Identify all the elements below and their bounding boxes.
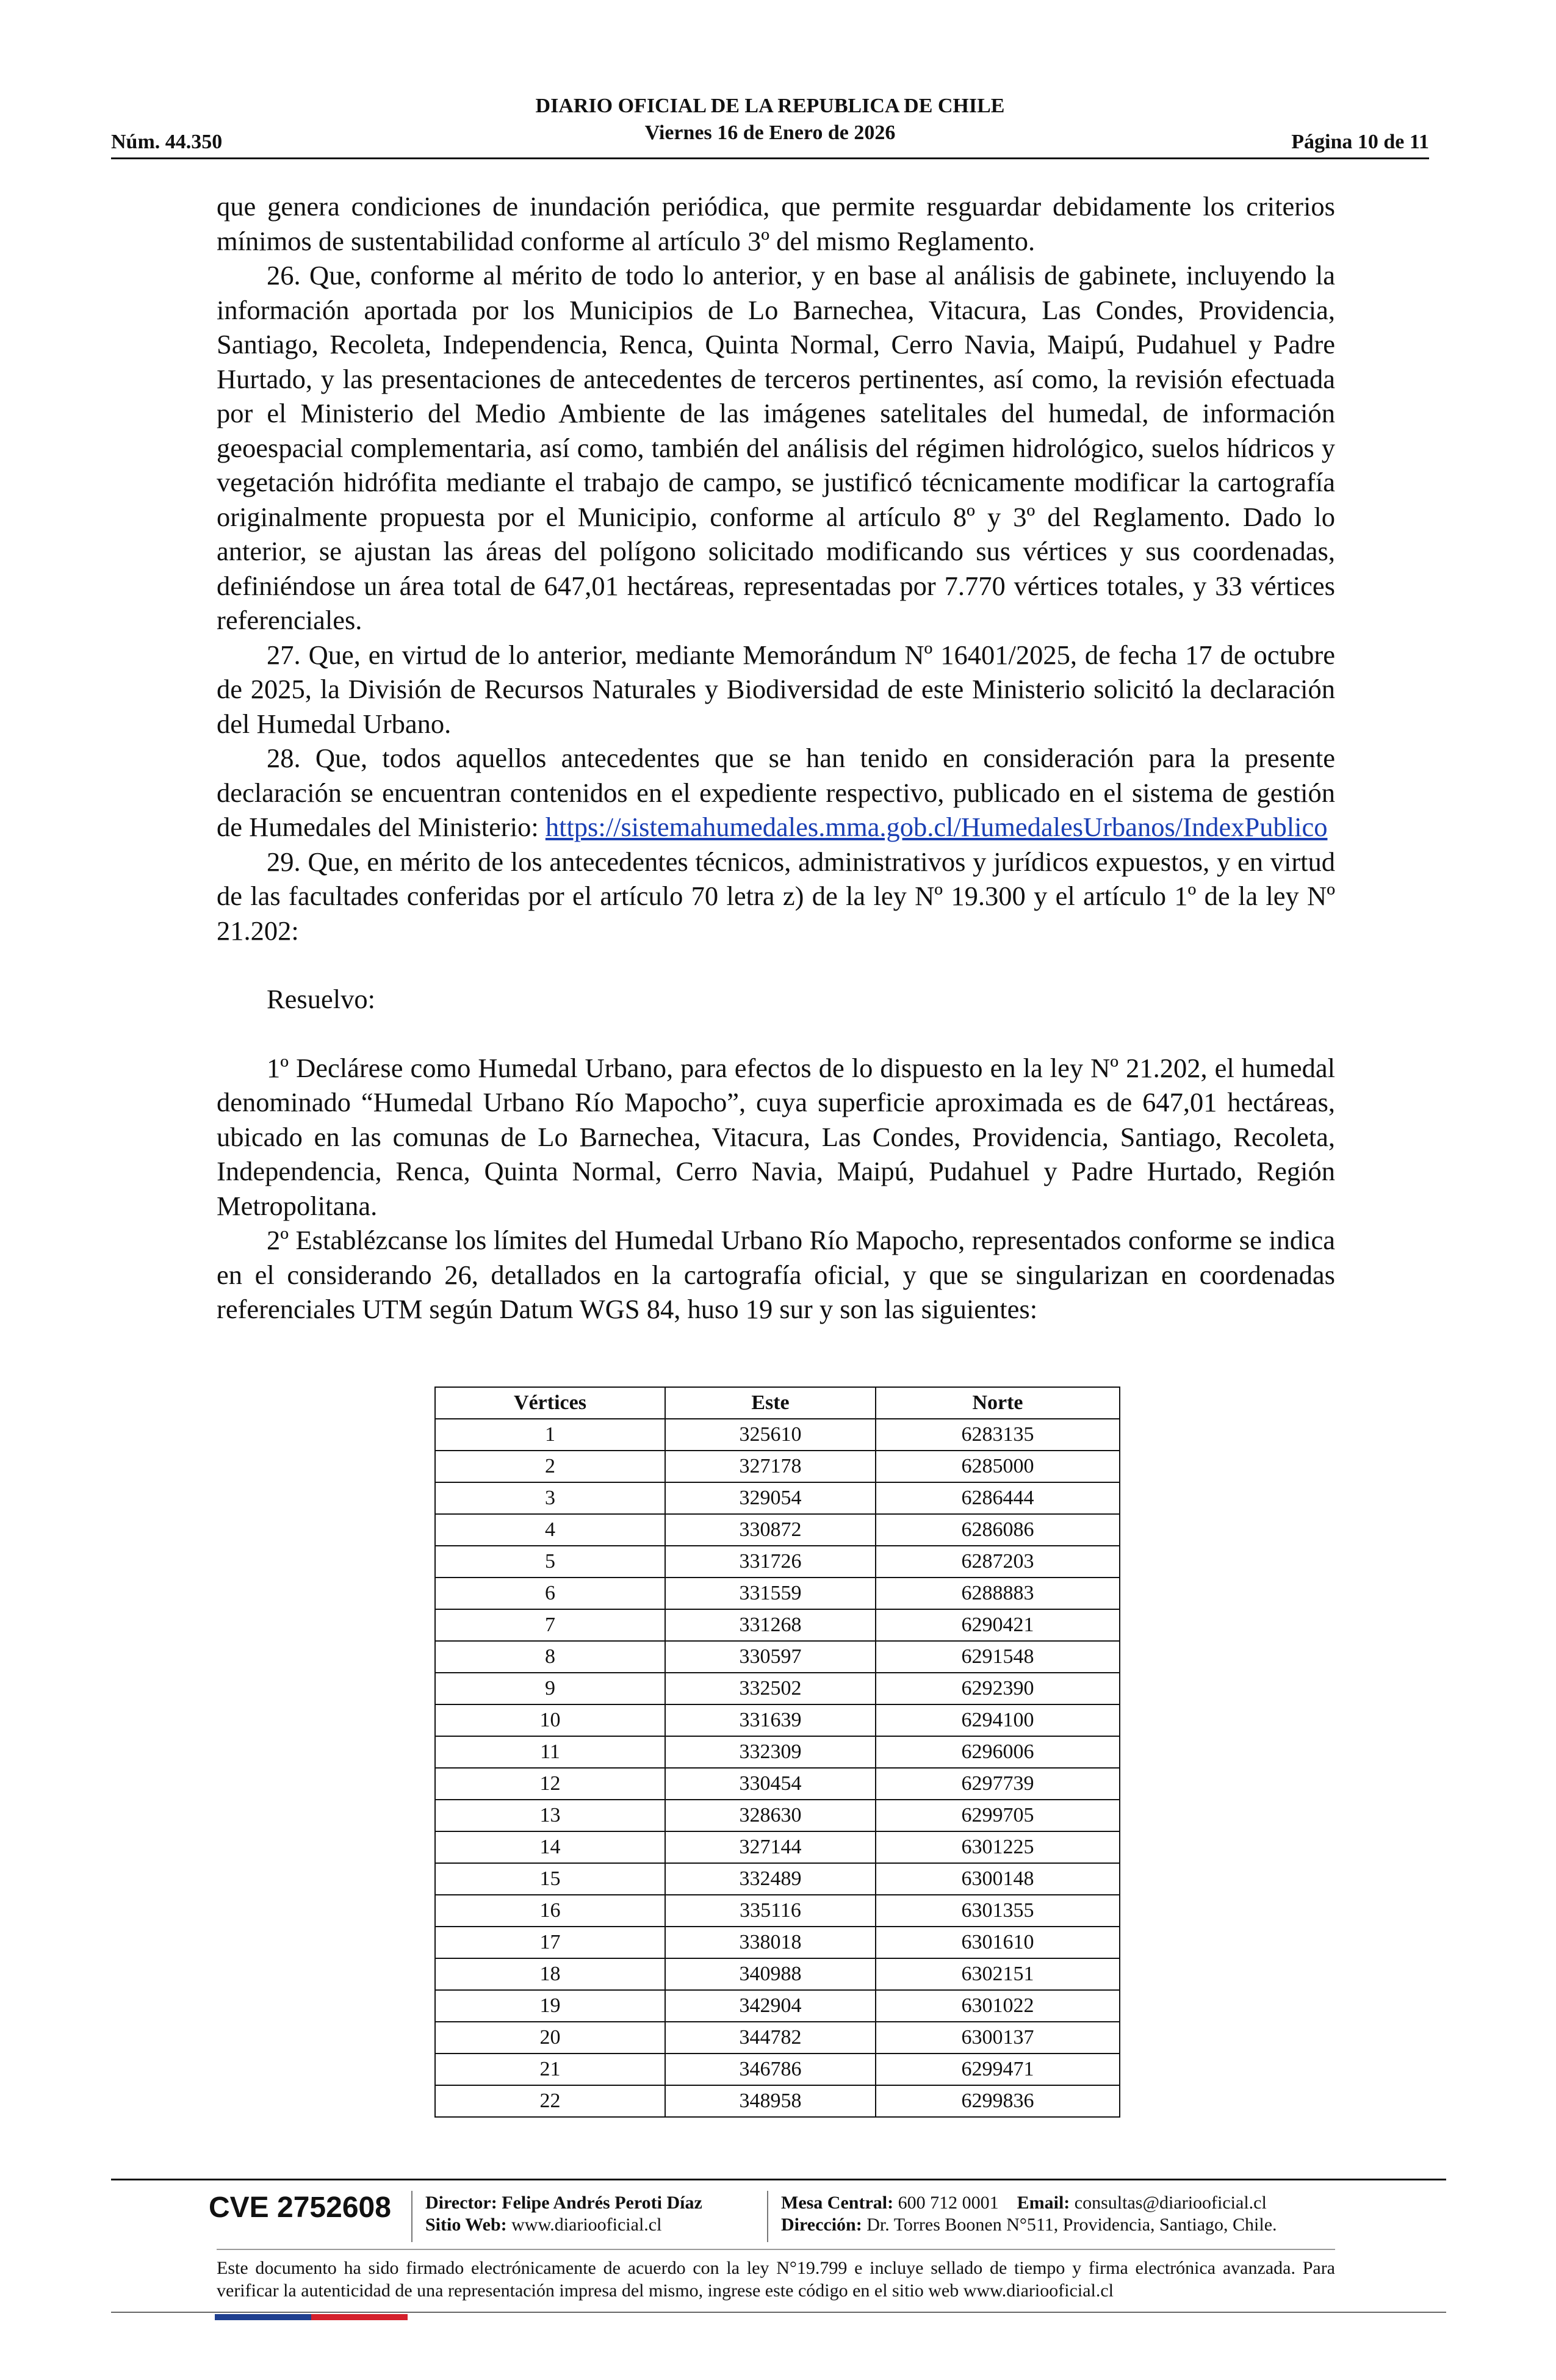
- norte-coordinate: 6301225: [876, 1831, 1120, 1863]
- table-row: [435, 2054, 1120, 2085]
- vertex-number: 16: [435, 1895, 665, 1927]
- vertex-number: 12: [435, 1768, 665, 1800]
- norte-coordinate: 6299471: [876, 2054, 1120, 2085]
- este-coordinate: 329054: [665, 1482, 876, 1514]
- norte-coordinate: 6288883: [876, 1578, 1120, 1609]
- page-footer: [111, 2183, 1446, 2245]
- vertex-number: 9: [435, 1673, 665, 1704]
- table-row: [435, 1419, 1120, 1451]
- este-coordinate: 348958: [665, 2085, 876, 2117]
- vertex-number: 17: [435, 1927, 665, 1958]
- vertex-number: 14: [435, 1831, 665, 1863]
- norte-coordinate: 6297739: [876, 1768, 1120, 1800]
- paragraph-27: 27. Que, en virtud de lo anterior, mediante Memorándum Nº 16401/2025, de fecha 17 de octubre de 2025, la División de Recursos Naturales y Biodiversidad de este Ministerio solicitó la declaración del Humedal Urbano.: [217, 639, 1335, 739]
- table-row: [435, 1736, 1120, 1768]
- este-coordinate: 327144: [665, 1831, 876, 1863]
- vertex-number: 5: [435, 1546, 665, 1578]
- table-row: [435, 2085, 1120, 2117]
- table-row: [435, 1451, 1120, 1482]
- table-row: [435, 1514, 1120, 1546]
- director-label: Director:: [425, 2193, 497, 2213]
- table-row: [435, 1609, 1120, 1641]
- norte-coordinate: 6286444: [876, 1482, 1120, 1514]
- norte-coordinate: 6283135: [876, 1419, 1120, 1451]
- este-coordinate: 331639: [665, 1704, 876, 1736]
- este-coordinate: 332309: [665, 1736, 876, 1768]
- paragraph-28-text: 28. Que, todos aquellos antecedentes que se han tenido en consideración para la presente declaración se encuentran contenidos en el expediente respectivo, publicado en el sistema de gestión de Humedales del Ministerio:: [217, 743, 1335, 842]
- vertex-number: 2: [435, 1451, 665, 1482]
- page-header: [111, 93, 1429, 160]
- resolution-1: 1º Declárese como Humedal Urbano, para efectos de lo dispuesto en la ley Nº 21.202, el humedal denominado “Humedal Urbano Río Mapocho”, cuya superficie aproximada es de 647,01 hectáreas, ubicado en las comunas de Lo Barnechea, Vitacura, Las Condes, Providencia, Santiago, Recoleta, Independencia, Renca, Quinta Normal, Cerro Navia, Maipú, Pudahuel y Padre Hurtado, Región Metropolitana.: [217, 1052, 1335, 1221]
- norte-coordinate: 6300137: [876, 2022, 1120, 2054]
- norte-coordinate: 6301022: [876, 1990, 1120, 2022]
- este-coordinate: 331726: [665, 1546, 876, 1578]
- vertex-number: 8: [435, 1641, 665, 1673]
- paragraph-28: [217, 741, 1335, 845]
- este-coordinate: 342904: [665, 1990, 876, 2022]
- header-norte: Norte: [876, 1387, 1120, 1419]
- address-label: Dirección:: [781, 2215, 862, 2235]
- vertex-number: 20: [435, 2022, 665, 2054]
- table-row: [435, 1800, 1120, 1831]
- table-row: [435, 1768, 1120, 1800]
- norte-coordinate: 6292390: [876, 1673, 1120, 1704]
- este-coordinate: 327178: [665, 1451, 876, 1482]
- issue-number: Núm. 44.350: [111, 131, 223, 153]
- cve-code: CVE 2752608: [209, 2191, 391, 2224]
- table-row: [435, 1958, 1120, 1990]
- table-row: [435, 1990, 1120, 2022]
- table-row: [435, 1673, 1120, 1704]
- norte-coordinate: 6296006: [876, 1736, 1120, 1768]
- flag-blue-segment: [215, 2314, 311, 2320]
- vertex-number: 18: [435, 1958, 665, 1990]
- signature-disclaimer: Este documento ha sido firmado electrónicamente de acuerdo con la ley N°19.799 e incluye sellado de tiempo y firma electrónica avanzada. Para verificar la autenticidad de una representación impresa del mismo, ingrese este código en el sitio web www.diariooficial.cl: [217, 2258, 1335, 2301]
- footer-divider: [111, 2179, 1446, 2180]
- table-row: [435, 1863, 1120, 1895]
- bottom-divider: [111, 2312, 1446, 2313]
- table-row: [435, 1482, 1120, 1514]
- norte-coordinate: 6294100: [876, 1704, 1120, 1736]
- table-row: [435, 1578, 1120, 1609]
- table-row: [435, 2022, 1120, 2054]
- norte-coordinate: 6301355: [876, 1895, 1120, 1927]
- header-este: Este: [665, 1387, 876, 1419]
- este-coordinate: 340988: [665, 1958, 876, 1990]
- norte-coordinate: 6300148: [876, 1863, 1120, 1895]
- footer-separator: [767, 2191, 768, 2242]
- vertex-number: 15: [435, 1863, 665, 1895]
- este-coordinate: 335116: [665, 1895, 876, 1927]
- flag-color-bar: [215, 2314, 408, 2320]
- address-text: Dr. Torres Boonen N°511, Providencia, Santiago, Chile.: [866, 2215, 1277, 2235]
- disclaimer-divider: [217, 2249, 1335, 2250]
- este-coordinate: 330597: [665, 1641, 876, 1673]
- table-row: [435, 1641, 1120, 1673]
- este-coordinate: 331559: [665, 1578, 876, 1609]
- expediente-link[interactable]: https://sistemahumedales.mma.gob.cl/HumedalesUrbanos/IndexPublico: [545, 812, 1328, 842]
- este-coordinate: 328630: [665, 1800, 876, 1831]
- norte-coordinate: 6286086: [876, 1514, 1120, 1546]
- header-divider: [111, 157, 1429, 159]
- norte-coordinate: 6299836: [876, 2085, 1120, 2117]
- paragraph-26: 26. Que, conforme al mérito de todo lo anterior, y en base al análisis de gabinete, incluyendo la información aportada por los Municipios de Lo Barnechea, Vitacura, Las Condes, Providencia, Santiago, Recoleta, Independencia, Renca, Quinta Normal, Cerro Navia, Maipú, Pudahuel y Padre Hurtado, y las presentaciones de antecedentes de terceros pertinentes, así como, la revisión efectuada por el Ministerio del Medio Ambiente de las imágenes satelitales del humedal, de información geoespacial complementaria, así como, también del análisis del régimen hidrológico, suelos hídricos y vegetación hidrófita mediante el trabajo de campo, se justificó técnicamente modificar la cartografía originalmente propuesta por el Municipio, conforme al artículo 8º y 3º del Reglamento. Dado lo anterior, se ajustan las áreas del polígono solicitado modificando sus vértices y sus coordenadas, definiéndose un área total de 647,01 hectáreas, representadas por 7.770 vértices totales, y 33 vértices referenciales.: [217, 260, 1335, 635]
- este-coordinate: 325610: [665, 1419, 876, 1451]
- vertex-number: 6: [435, 1578, 665, 1609]
- paragraph-continuation: que genera condiciones de inundación periódica, que permite resguardar debidamente los criterios mínimos de sustentabilidad conforme al artículo 3º del mismo Reglamento.: [217, 191, 1335, 256]
- norte-coordinate: 6302151: [876, 1958, 1120, 1990]
- table-row: [435, 1831, 1120, 1863]
- paragraph-29: 29. Que, en mérito de los antecedentes técnicos, administrativos y jurídicos expuestos, y en virtud de las facultades conferidas por el artículo 70 letra z) de la ley Nº 19.300 y el artículo 1º de la ley Nº 21.202:: [217, 846, 1335, 946]
- mesa-phone: 600 712 0001: [898, 2193, 999, 2213]
- este-coordinate: 344782: [665, 2022, 876, 2054]
- este-coordinate: 338018: [665, 1927, 876, 1958]
- flag-red-segment: [311, 2314, 408, 2320]
- vertex-number: 11: [435, 1736, 665, 1768]
- header-vertices: Vértices: [435, 1387, 665, 1419]
- norte-coordinate: 6285000: [876, 1451, 1120, 1482]
- vertex-number: 3: [435, 1482, 665, 1514]
- este-coordinate: 331268: [665, 1609, 876, 1641]
- vertex-number: 19: [435, 1990, 665, 2022]
- table-header-row: [435, 1387, 1120, 1419]
- vertex-number: 21: [435, 2054, 665, 2085]
- norte-coordinate: 6299705: [876, 1800, 1120, 1831]
- norte-coordinate: 6290421: [876, 1609, 1120, 1641]
- norte-coordinate: 6291548: [876, 1641, 1120, 1673]
- vertex-number: 10: [435, 1704, 665, 1736]
- vertex-number: 22: [435, 2085, 665, 2117]
- este-coordinate: 332502: [665, 1673, 876, 1704]
- site-url[interactable]: www.diariooficial.cl: [511, 2215, 662, 2235]
- publication-title: DIARIO OFICIAL DE LA REPUBLICA DE CHILE: [535, 95, 1005, 117]
- document-body: [217, 189, 1335, 1327]
- table-row: [435, 1927, 1120, 1958]
- vertex-number: 7: [435, 1609, 665, 1641]
- issue-date: Viernes 16 de Enero de 2026: [644, 121, 896, 144]
- vertices-table: [434, 1387, 1120, 2118]
- table-row: [435, 1895, 1120, 1927]
- table-row: [435, 1704, 1120, 1736]
- norte-coordinate: 6287203: [876, 1546, 1120, 1578]
- table-row: [435, 1546, 1120, 1578]
- este-coordinate: 330872: [665, 1514, 876, 1546]
- footer-director-block: [425, 2192, 702, 2236]
- vertex-number: 13: [435, 1800, 665, 1831]
- este-coordinate: 332489: [665, 1863, 876, 1895]
- resuelvo-heading: Resuelvo:: [267, 984, 375, 1014]
- vertex-number: 4: [435, 1514, 665, 1546]
- vertex-number: 1: [435, 1419, 665, 1451]
- mesa-label: Mesa Central:: [781, 2193, 894, 2213]
- resolution-2: 2º Establézcanse los límites del Humedal Urbano Río Mapocho, representados conforme se indica en el considerando 26, detallados en la cartografía oficial, y que se singularizan en coordenadas referenciales UTM según Datum WGS 84, huso 19 sur y son las siguientes:: [217, 1225, 1335, 1324]
- footer-contact-block: [781, 2192, 1277, 2236]
- este-coordinate: 346786: [665, 2054, 876, 2085]
- email-label: Email:: [1017, 2193, 1070, 2213]
- director-name: Felipe Andrés Peroti Díaz: [502, 2193, 702, 2213]
- page-number: Página 10 de 11: [1291, 131, 1429, 153]
- este-coordinate: 330454: [665, 1768, 876, 1800]
- site-label: Sitio Web:: [425, 2215, 507, 2235]
- footer-separator: [411, 2191, 412, 2242]
- email-address[interactable]: consultas@diariooficial.cl: [1074, 2193, 1267, 2213]
- norte-coordinate: 6301610: [876, 1927, 1120, 1958]
